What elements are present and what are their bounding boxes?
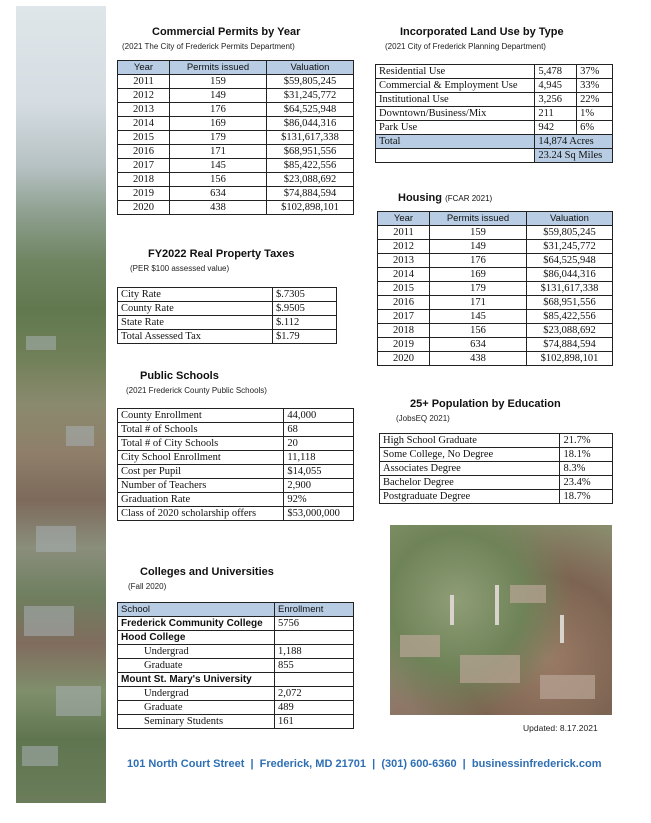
- table-cell: Graduate: [118, 659, 275, 673]
- col-permits: Permits issued: [170, 61, 267, 75]
- table-cell: 21.7%: [560, 434, 613, 448]
- land-use-total-label: Total: [376, 135, 535, 149]
- table-cell: 156: [430, 324, 527, 338]
- table-cell: Total Assessed Tax: [118, 330, 273, 344]
- education-title: 25+ Population by Education: [410, 398, 561, 410]
- table-row: [118, 451, 354, 465]
- land-use-title: Incorporated Land Use by Type: [400, 26, 564, 38]
- table-row: [378, 338, 613, 352]
- commercial-permits-title: Commercial Permits by Year: [152, 26, 301, 38]
- table-cell: $.7305: [273, 288, 337, 302]
- table-cell: 2015: [378, 282, 430, 296]
- table-cell: 171: [170, 145, 267, 159]
- col-permits: Permits issued: [430, 212, 527, 226]
- city-aerial-photo: [16, 6, 106, 803]
- table-cell: 1,188: [275, 645, 354, 659]
- fcc-enrollment: 5756: [275, 617, 354, 631]
- table-cell: 171: [430, 296, 527, 310]
- table-row: [118, 75, 354, 89]
- table-cell: $23,088,692: [267, 173, 354, 187]
- commercial-permits-source: (2021 The City of Frederick Permits Department): [122, 42, 295, 51]
- housing-title-text: Housing: [398, 192, 442, 204]
- col-school: School: [118, 603, 275, 617]
- education-table: [379, 433, 613, 504]
- col-valuation: Valuation: [527, 212, 613, 226]
- table-cell: 2,900: [284, 479, 354, 493]
- land-use-total-blank: [376, 149, 535, 163]
- table-cell: 1%: [577, 107, 613, 121]
- table-cell: 2016: [118, 145, 170, 159]
- table-cell: Graduate: [118, 701, 275, 715]
- table-cell: 149: [430, 240, 527, 254]
- table-cell: City School Enrollment: [118, 451, 284, 465]
- table-row: [118, 493, 354, 507]
- table-cell: 2020: [118, 201, 170, 215]
- fcc-name: Frederick Community College: [118, 617, 275, 631]
- table-cell: Commercial & Employment Use: [376, 79, 535, 93]
- table-cell: 2014: [378, 268, 430, 282]
- col-enrollment: Enrollment: [275, 603, 354, 617]
- table-row: [118, 437, 354, 451]
- table-row: [378, 282, 613, 296]
- table-cell: 2019: [378, 338, 430, 352]
- table-row: [118, 423, 354, 437]
- table-cell: Some College, No Degree: [380, 448, 560, 462]
- table-cell: 169: [430, 268, 527, 282]
- table-cell: $102,898,101: [267, 201, 354, 215]
- table-cell: 2015: [118, 131, 170, 145]
- table-cell: Number of Teachers: [118, 479, 284, 493]
- col-year: Year: [118, 61, 170, 75]
- table-cell: 156: [170, 173, 267, 187]
- table-cell: $85,422,556: [527, 310, 613, 324]
- property-taxes-source: (PER $100 assessed value): [130, 264, 230, 273]
- table-row: [118, 288, 337, 302]
- table-row: [118, 173, 354, 187]
- hood-name: Hood College: [118, 631, 275, 645]
- table-cell: 2019: [118, 187, 170, 201]
- table-cell: 169: [170, 117, 267, 131]
- table-row: [118, 715, 354, 729]
- msm-name: Mount St. Mary's University: [118, 673, 275, 687]
- table-row: [118, 145, 354, 159]
- table-cell: City Rate: [118, 288, 273, 302]
- table-row: [378, 296, 613, 310]
- colleges-source: (Fall 2020): [128, 582, 167, 591]
- table-header-row: [378, 212, 613, 226]
- table-cell: 2012: [378, 240, 430, 254]
- table-row: [380, 434, 613, 448]
- table-cell: $31,245,772: [527, 240, 613, 254]
- table-cell: Associates Degree: [380, 462, 560, 476]
- table-row: [118, 330, 337, 344]
- col-year: Year: [378, 212, 430, 226]
- table-row: [118, 659, 354, 673]
- table-row: [118, 302, 337, 316]
- table-row: [118, 409, 354, 423]
- table-cell: 2013: [118, 103, 170, 117]
- table-cell: $68,951,556: [267, 145, 354, 159]
- table-cell: 855: [275, 659, 354, 673]
- table-cell: 438: [430, 352, 527, 366]
- table-cell: Postgraduate Degree: [380, 490, 560, 504]
- table-cell: $1.79: [273, 330, 337, 344]
- table-cell: $.9505: [273, 302, 337, 316]
- table-cell: 634: [170, 187, 267, 201]
- table-cell: 942: [535, 121, 577, 135]
- table-row: [380, 462, 613, 476]
- hood-blank: [275, 631, 354, 645]
- table-cell: County Enrollment: [118, 409, 284, 423]
- table-cell: State Rate: [118, 316, 273, 330]
- table-cell: 2,072: [275, 687, 354, 701]
- table-row: [378, 268, 613, 282]
- table-row: [118, 645, 354, 659]
- table-cell: Institutional Use: [376, 93, 535, 107]
- table-cell: 489: [275, 701, 354, 715]
- updated-date: Updated: 8.17.2021: [523, 723, 598, 733]
- table-row: [118, 479, 354, 493]
- table-row: [118, 701, 354, 715]
- table-cell: 2016: [378, 296, 430, 310]
- table-cell: $131,617,338: [527, 282, 613, 296]
- table-cell: $64,525,948: [527, 254, 613, 268]
- table-row: [376, 65, 613, 79]
- table-row: [378, 254, 613, 268]
- public-schools-source: (2021 Frederick County Public Schools): [126, 386, 267, 395]
- table-row: [118, 103, 354, 117]
- table-cell: 176: [430, 254, 527, 268]
- table-cell: $23,088,692: [527, 324, 613, 338]
- table-cell: 2013: [378, 254, 430, 268]
- table-cell: 4,945: [535, 79, 577, 93]
- housing-source: (FCAR 2021): [445, 194, 493, 203]
- table-cell: $53,000,000: [284, 507, 354, 521]
- table-cell: 159: [430, 226, 527, 240]
- table-header-row: [118, 603, 354, 617]
- table-cell: $131,617,338: [267, 131, 354, 145]
- table-cell: $102,898,101: [527, 352, 613, 366]
- land-use-source: (2021 City of Frederick Planning Department): [385, 42, 546, 51]
- colleges-title: Colleges and Universities: [140, 566, 274, 578]
- table-header-row: [118, 61, 354, 75]
- table-cell: 2012: [118, 89, 170, 103]
- table-cell: 20: [284, 437, 354, 451]
- table-row: [376, 79, 613, 93]
- table-cell: 438: [170, 201, 267, 215]
- table-cell: 179: [170, 131, 267, 145]
- table-cell: 23.4%: [560, 476, 613, 490]
- msm-blank: [275, 673, 354, 687]
- table-cell: Undergrad: [118, 645, 275, 659]
- table-cell: $59,805,245: [527, 226, 613, 240]
- table-row: [118, 673, 354, 687]
- table-cell: 6%: [577, 121, 613, 135]
- table-cell: 149: [170, 89, 267, 103]
- table-cell: 2011: [378, 226, 430, 240]
- colleges-table: [117, 602, 354, 729]
- table-row: [380, 448, 613, 462]
- table-row: [378, 324, 613, 338]
- table-cell: Park Use: [376, 121, 535, 135]
- table-row: [378, 352, 613, 366]
- table-row: [376, 121, 613, 135]
- table-cell: $64,525,948: [267, 103, 354, 117]
- table-cell: $85,422,556: [267, 159, 354, 173]
- table-row: [376, 149, 613, 163]
- table-cell: 159: [170, 75, 267, 89]
- land-use-total-sqmi: 23.24 Sq Miles: [535, 149, 613, 163]
- table-cell: Seminary Students: [118, 715, 275, 729]
- table-cell: 2017: [118, 159, 170, 173]
- table-cell: 145: [170, 159, 267, 173]
- table-cell: 176: [170, 103, 267, 117]
- table-row: [118, 687, 354, 701]
- table-cell: $74,884,594: [267, 187, 354, 201]
- table-cell: $68,951,556: [527, 296, 613, 310]
- table-cell: 2011: [118, 75, 170, 89]
- table-row: [118, 631, 354, 645]
- table-cell: 33%: [577, 79, 613, 93]
- table-cell: $86,044,316: [527, 268, 613, 282]
- table-row: [118, 507, 354, 521]
- table-cell: 2017: [378, 310, 430, 324]
- table-cell: 211: [535, 107, 577, 121]
- table-cell: 2018: [378, 324, 430, 338]
- table-cell: 634: [430, 338, 527, 352]
- table-row: [380, 476, 613, 490]
- table-row: [118, 316, 337, 330]
- housing-table: [377, 211, 613, 366]
- table-cell: High School Graduate: [380, 434, 560, 448]
- table-cell: County Rate: [118, 302, 273, 316]
- table-cell: Total # of Schools: [118, 423, 284, 437]
- table-cell: 179: [430, 282, 527, 296]
- table-cell: 92%: [284, 493, 354, 507]
- table-row: [118, 465, 354, 479]
- table-row: [118, 89, 354, 103]
- table-row: [118, 131, 354, 145]
- table-cell: 18.1%: [560, 448, 613, 462]
- table-cell: $86,044,316: [267, 117, 354, 131]
- table-cell: 2014: [118, 117, 170, 131]
- table-cell: 145: [430, 310, 527, 324]
- table-cell: $31,245,772: [267, 89, 354, 103]
- table-cell: $59,805,245: [267, 75, 354, 89]
- table-cell: 2020: [378, 352, 430, 366]
- table-row: [376, 93, 613, 107]
- table-row: [376, 107, 613, 121]
- table-cell: 161: [275, 715, 354, 729]
- public-schools-table: [117, 408, 354, 521]
- table-row: [378, 310, 613, 324]
- table-cell: $14,055: [284, 465, 354, 479]
- table-cell: Graduation Rate: [118, 493, 284, 507]
- table-cell: $74,884,594: [527, 338, 613, 352]
- table-cell: 18.7%: [560, 490, 613, 504]
- land-use-table: [375, 64, 613, 163]
- table-row: [118, 617, 354, 631]
- land-use-total-acres: 14,874 Acres: [535, 135, 613, 149]
- table-cell: 22%: [577, 93, 613, 107]
- table-cell: 68: [284, 423, 354, 437]
- footer-contact: 101 North Court Street | Frederick, MD 21701 | (301) 600-6360 | businessinfrederick.com: [127, 758, 602, 770]
- table-cell: Downtown/Business/Mix: [376, 107, 535, 121]
- table-row: [376, 135, 613, 149]
- table-cell: 37%: [577, 65, 613, 79]
- education-source: (JobsEQ 2021): [396, 414, 450, 423]
- table-cell: 3,256: [535, 93, 577, 107]
- table-cell: 11,118: [284, 451, 354, 465]
- table-cell: Cost per Pupil: [118, 465, 284, 479]
- property-taxes-table: [117, 287, 337, 344]
- table-cell: 44,000: [284, 409, 354, 423]
- table-row: [118, 201, 354, 215]
- table-row: [118, 187, 354, 201]
- table-cell: 5,478: [535, 65, 577, 79]
- table-row: [380, 490, 613, 504]
- table-row: [118, 117, 354, 131]
- housing-title: [398, 192, 492, 204]
- downtown-aerial-photo: [390, 525, 612, 715]
- table-cell: Residential Use: [376, 65, 535, 79]
- table-cell: Undergrad: [118, 687, 275, 701]
- table-cell: Bachelor Degree: [380, 476, 560, 490]
- table-cell: Total # of City Schools: [118, 437, 284, 451]
- table-cell: 8.3%: [560, 462, 613, 476]
- commercial-permits-table: [117, 60, 354, 215]
- table-cell: 2018: [118, 173, 170, 187]
- col-valuation: Valuation: [267, 61, 354, 75]
- table-cell: $.112: [273, 316, 337, 330]
- table-row: [118, 159, 354, 173]
- table-row: [378, 226, 613, 240]
- table-row: [378, 240, 613, 254]
- public-schools-title: Public Schools: [140, 370, 219, 382]
- table-cell: Class of 2020 scholarship offers: [118, 507, 284, 521]
- property-taxes-title: FY2022 Real Property Taxes: [148, 248, 295, 260]
